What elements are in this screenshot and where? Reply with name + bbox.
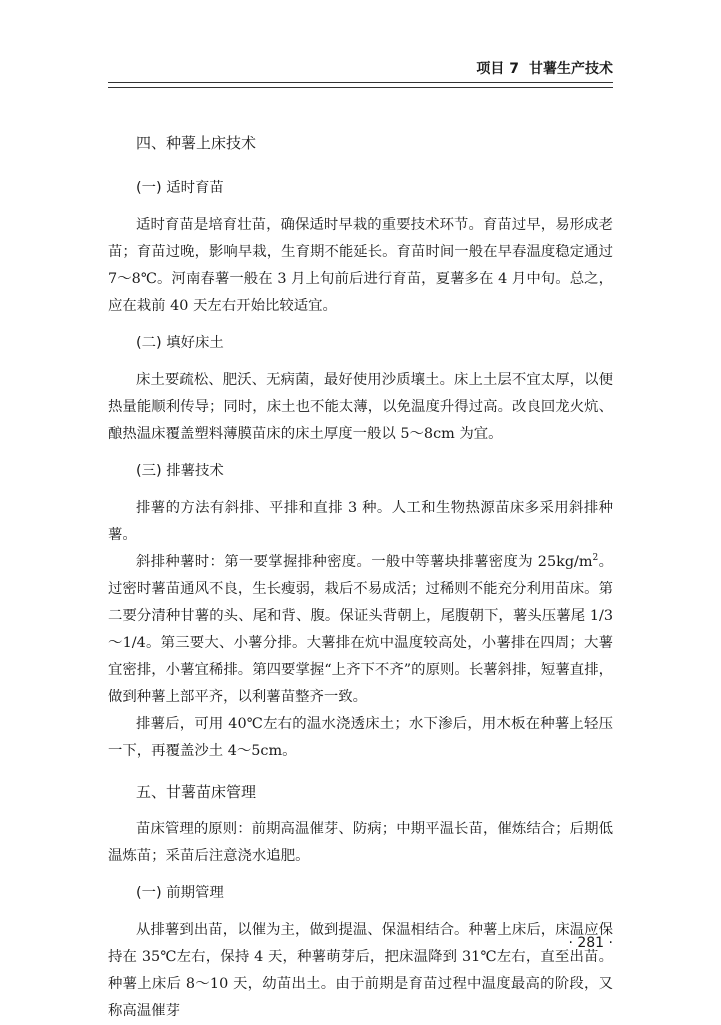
page-number: · 281 · [568,935,613,951]
paragraph-4-3-1: 排薯的方法有斜排、平排和直排 3 种。人工和生物热源苗床多采用斜排种薯。 [108,500,613,543]
paragraph-4-3-2-part-a: 斜排种薯时：第一要掌握排种密度。一般中等薯块排薯密度为 25kg/m [136,554,593,570]
paragraph-4-3-3: 排薯后，可用 40℃左右的温水浇透床土；水下渗后，用木板在种薯上轻压一下，再覆盖沙土 4～5cm。 [108,716,613,759]
paragraph-4-1-1: 适时育苗是培育壮苗，确保适时早栽的重要技术环节。育苗过早，易形成老苗；育苗过晚，影响早栽，生育期不能延长。育苗时间一般在早春温度稳定通过 7～8℃。河南春薯一般在 3 月上旬前后进行育苗，夏薯多在 4 月中旬。总之，应在栽前 40 天左右开始比较适宜。 [108,217,613,314]
paragraph-5-1: 苗床管理的原则：前期高温催芽、防病；中期平温长苗，催炼结合；后期低温炼苗；采苗后注意浇水追肥。 [108,821,613,864]
section-heading-5: 五、甘薯苗床管理 [136,783,257,801]
subsection-heading-4-3: (三) 排薯技术 [136,463,224,479]
paragraph-5-1-1: 从排薯到出苗，以催为主，做到提温、保温相结合。种薯上床后，床温应保持在 35℃左右，保持 4 天，种薯萌芽后，把床温降到 31℃左右，直至出苗。种薯上床后 8～10 天，幼苗出土。由于前期是育苗过程中温度最高的阶段，又称高温催芽 [108,922,613,1019]
header-title: 甘薯生产技术 [529,61,613,77]
subsection-heading-5-1: (一) 前期管理 [136,885,224,901]
subsection-heading-4-2: (二) 填好床土 [136,335,224,351]
header-rule-bottom [108,87,613,88]
subsection-heading-4-1: (一) 适时育苗 [136,180,224,196]
header-rule-top [108,82,613,83]
paragraph-4-3-2-part-b: 。过密时薯苗通风不良，生长瘦弱，栽后不易成活；过稀则不能充分利用苗床。第二要分清种甘薯的头、尾和背、腹。保证头背朝上，尾腹朝下，薯头压薯尾 1/3～1/4。第三要大、小薯分排。大薯排在炕中温度较高处，小薯排在四周；大薯宜密排，小薯宜稀排。第四要掌握“上齐下不齐”的原则。长薯斜排，短薯直排，做到种薯上部平齐，以利薯苗整齐一致。 [108,554,613,705]
header-project: 项目 7 [476,61,519,77]
superscript-squared: 2 [592,553,599,564]
page-body [108,130,613,1025]
running-header [108,58,613,78]
paragraph-4-3-2 [108,549,613,711]
section-heading-4: 四、种薯上床技术 [136,134,257,152]
paragraph-4-2-1: 床土要疏松、肥沃、无病菌，最好使用沙质壤土。床上土层不宜太厚，以便热量能顺利传导；同时，床土也不能太薄，以免温度升得过高。改良回龙火炕、酿热温床覆盖塑料薄膜苗床的床土厚度一般以 5～8cm 为宜。 [108,372,613,442]
